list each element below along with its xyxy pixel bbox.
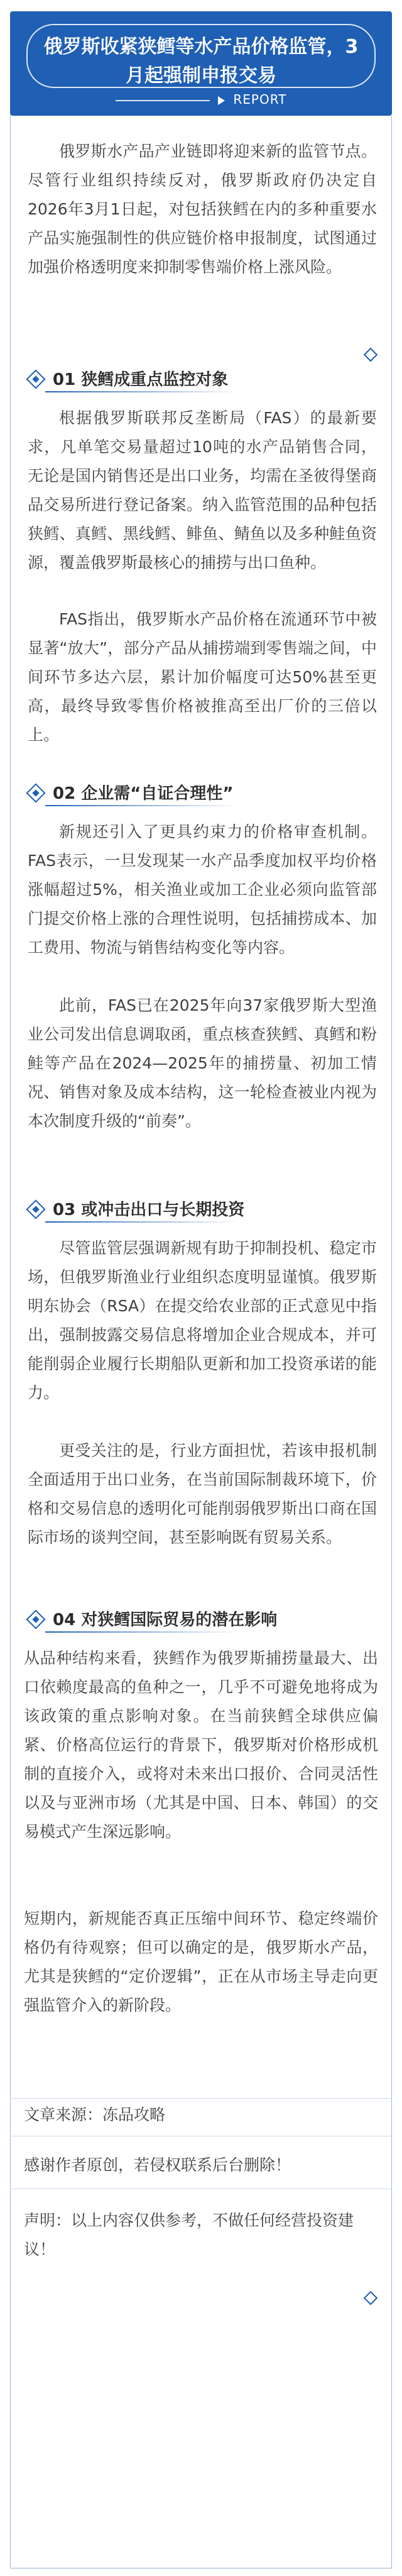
report-label-row [10, 92, 392, 107]
report-label: REPORT [233, 92, 287, 107]
header-banner [10, 11, 392, 116]
section-01-paragraph-2: FAS指出，俄罗斯水产品价格在流通环节中被显著“放大”，部分产品从捕捞端到零售端之间，中间环节多达六层，累计加价幅度可达50%甚至更高，最终导致零售价格被推高至出厂价的三倍以上。 [28, 610, 377, 744]
section-title: 04 对狭鳕国际贸易的潜在影响 [53, 1611, 278, 1629]
section-03-paragraph-1: 尽管监管层强调新规有助于抑制投机、稳定市场，但俄罗斯渔业行业组织态度明显谨慎。俄罗斯明东协会（RSA）在提交给农业部的正式意见中指出，强制披露交易信息将增加企业合规成本，并可能削弱企业履行长期船队更新和加工投资承诺的能力。 [28, 1239, 377, 1402]
section-02-heading [29, 779, 373, 809]
article-source: 文章来源：冻品攻略 [24, 2106, 166, 2124]
heading-underline [45, 805, 240, 806]
section-04-paragraph-2: 短期内，新规能否真正压缩中间环节、稳定终端价格仍有待观察；但可以确定的是，俄罗斯水产品，尤其是狭鳕的“定价逻辑”，正在从市场主导走向更强监管介入的新阶段。 [24, 1909, 378, 2014]
section-title: 03 或冲击出口与长期投资 [53, 1201, 245, 1219]
title-frame [26, 24, 376, 88]
intro-paragraph: 俄罗斯水产品产业链即将迎来新的监管节点。尽管行业组织持续反对，俄罗斯政府仍决定自2026年3月1日起，对包括狭鳕在内的多种重要水产品实施强制性的供应链价格申报制度，试图通过加强价格透明度来抑制零售端价格上涨风险。 [28, 142, 377, 276]
section-03-paragraph-2: 更受关注的是，行业方面担忧，若该申报机制全面适用于出口业务，在当前国际制裁环境下，价格和交易信息的透明化可能削弱俄罗斯出口商在国际市场的谈判空间，甚至影响既有贸易关系。 [28, 1441, 377, 1546]
heading-underline [45, 1631, 240, 1633]
diamond-bullet-icon [26, 369, 45, 389]
section-02-paragraph-1: 新规还引入了更具约束力的价格审查机制。FAS表示，一旦发现某一水产品季度加权平均价格涨幅超过5%，相关渔业或加工企业必须向监管部门提交价格上涨的合理性说明，包括捕捞成本、加工费用、物流与销售结构变化等内容。 [28, 823, 377, 957]
page-title: 俄罗斯收紧狭鳕等水产品价格监管，3月起强制申报交易 [43, 36, 359, 87]
section-04-heading [29, 1605, 373, 1635]
disclaimer: 声明：以上内容仅供参考，不做任何经营投资建议！ [24, 2211, 354, 2258]
diamond-bullet-icon [26, 1199, 45, 1219]
heading-underline [45, 1221, 240, 1223]
section-title: 02 企业需“自证合理性” [53, 784, 234, 803]
section-01-paragraph-1: 根据俄罗斯联邦反垄断局（FAS）的最新要求，凡单笔交易量超过10吨的水产品销售合同，无论是国内销售还是出口业务，均需在圣彼得堡商品交易所进行登记备案。纳入监管范围的品种包括狭鳕、真鳕、黑线鳕、鲱鱼、鲭鱼以及多种鲑鱼资源，覆盖俄罗斯最核心的捕捞与出口鱼种。 [28, 409, 377, 572]
divider [116, 100, 210, 101]
section-04-paragraph-1: 从品种结构来看，狭鳕作为俄罗斯捕捞量最大、出口依赖度最高的鱼种之一，几乎不可避免地将成为该政策的重点影响对象。在当前狭鳕全球供应偏紧、价格高位运行的背景下，俄罗斯对价格形成机制的直接介入，或将对未来出口报价、合同灵活性以及与亚洲市场（尤其是中国、日本、韩国）的交易模式产生深远影响。 [24, 1649, 378, 1841]
diamond-bullet-icon [26, 1609, 45, 1629]
heading-underline [45, 391, 240, 392]
section-03-heading [29, 1195, 373, 1225]
triangle-icon [218, 96, 225, 105]
divider [10, 2098, 392, 2099]
thanks-note: 感谢作者原创，若侵权联系后台删除！ [24, 2156, 291, 2174]
diamond-bullet-icon [26, 783, 45, 802]
section-01-heading [29, 365, 373, 395]
section-title: 01 狭鳕成重点监控对象 [53, 370, 229, 389]
section-02-paragraph-2: 此前，FAS已在2025年向37家俄罗斯大型渔业公司发出信息调取函，重点核查狭鳕、真鳕和粉鲑等产品在2024—2025年的捕捞量、初加工情况、销售对象及成本结构，这一轮检查被业内视为本次制度升级的“前奏”。 [28, 996, 377, 1130]
